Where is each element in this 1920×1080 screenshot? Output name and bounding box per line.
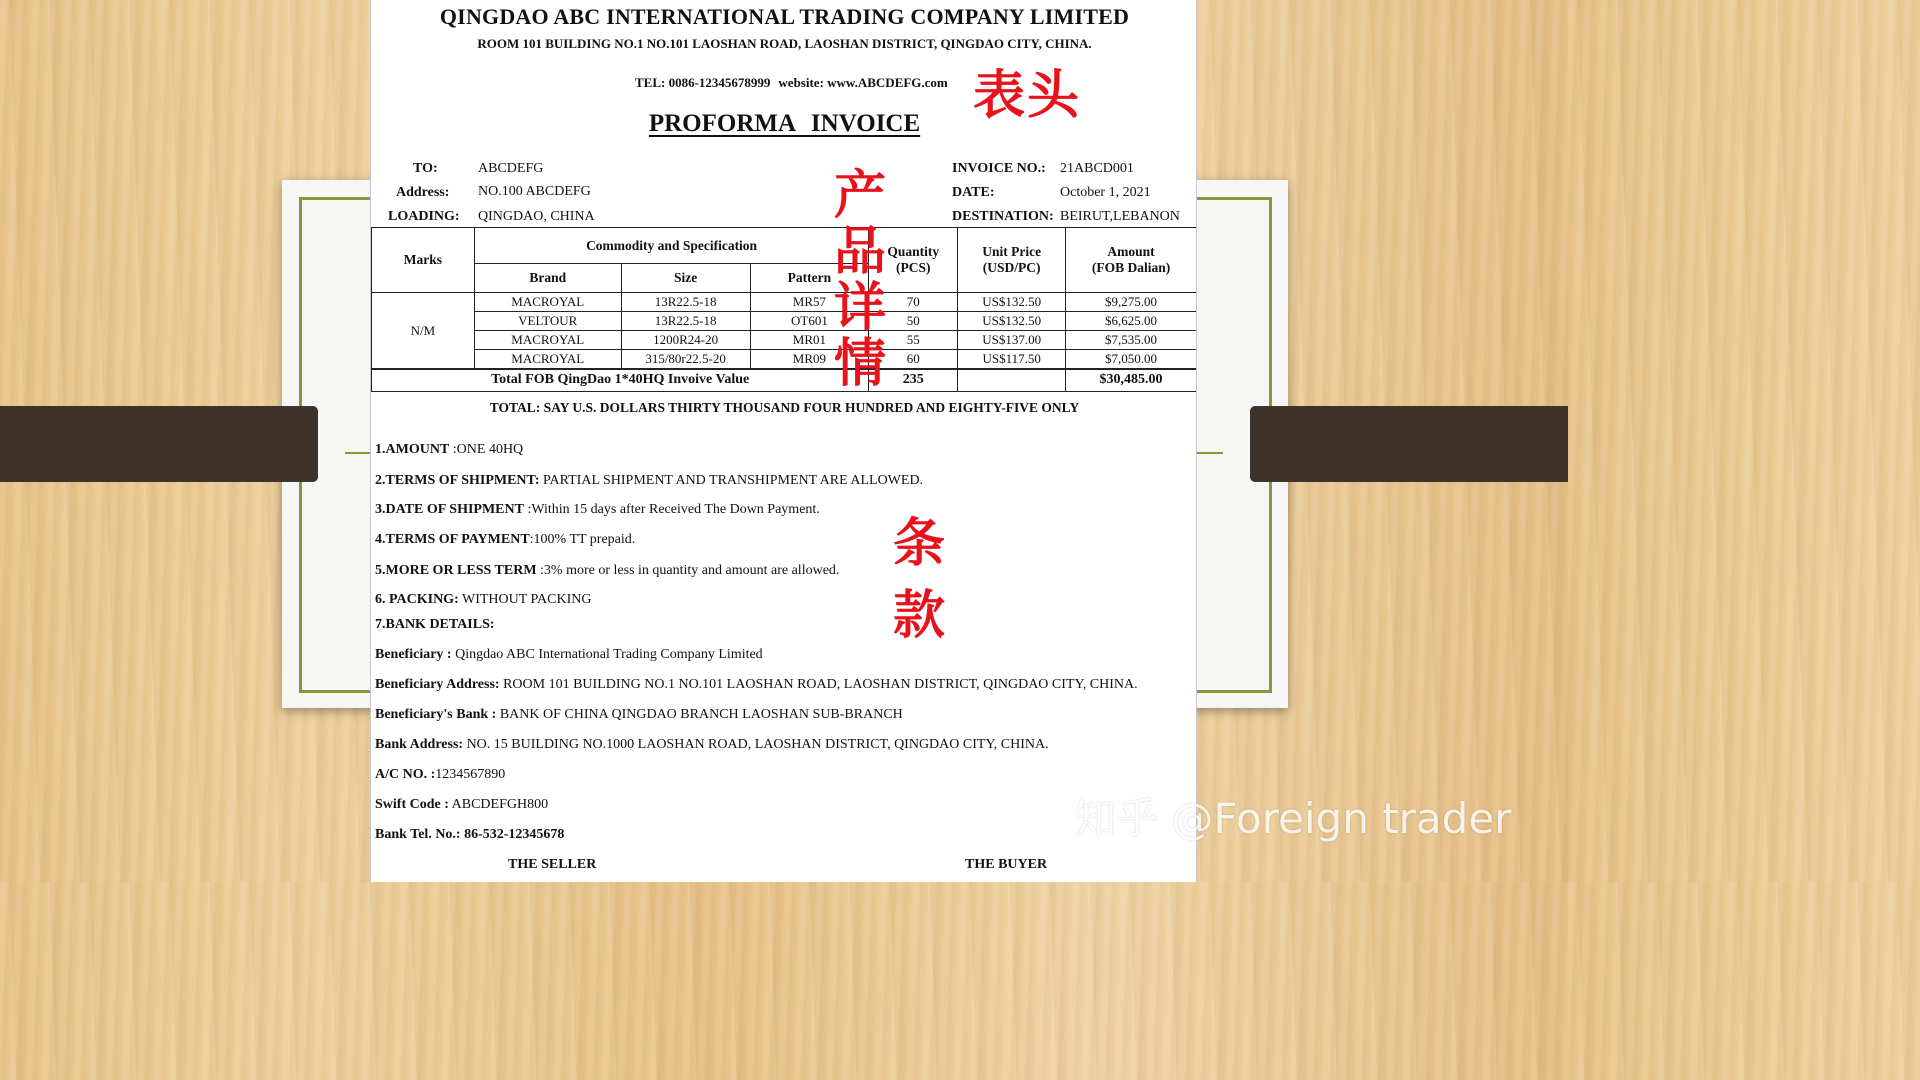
term-packing — [375, 592, 591, 608]
size-cell: 315/80r22.5-20 — [621, 350, 750, 370]
term-text: ROOM 101 BUILDING NO.1 NO.101 LAOSHAN ROAD, LAOSHAN DISTRICT, QINGDAO CITY, CHINA. — [499, 677, 1138, 692]
product-annotation-1: 产 — [834, 165, 887, 226]
amount-header-line2: (FOB Dalian) — [1091, 260, 1171, 275]
goods-table — [371, 221, 1197, 392]
company-website: website: www.ABCDEFG.com — [778, 75, 948, 90]
commodity-header: Commodity and Specification — [474, 228, 868, 264]
product-annotation-4: 情 — [834, 333, 887, 394]
term-amount — [375, 442, 523, 458]
bank-account-no — [375, 767, 505, 783]
term-label: Bank Address: — [375, 737, 464, 752]
bank-address — [375, 737, 1049, 753]
term-label: 3.DATE OF SHIPMENT — [375, 502, 524, 517]
term-label: 5.MORE OR LESS TERM — [375, 563, 537, 578]
date-label: DATE: — [952, 185, 995, 200]
size-cell: 1200R24-20 — [621, 331, 750, 350]
total-qty: 235 — [869, 369, 958, 391]
destination-value: BEIRUT,LEBANON — [1060, 209, 1180, 224]
address-value: NO.100 ABCDEFG — [478, 184, 591, 199]
brand-cell: MACROYAL — [474, 331, 621, 350]
brand-cell: MACROYAL — [474, 350, 621, 370]
company-name: QINGDAO ABC INTERNATIONAL TRADING COMPANY LIMITED — [439, 4, 1130, 29]
bank-beneficiary-address — [375, 677, 1138, 693]
address-label: Address: — [396, 185, 450, 200]
term-more-or-less — [375, 563, 839, 579]
term-shipment — [375, 473, 923, 489]
term-label: Swift Code : — [375, 797, 449, 812]
bank-swift — [375, 797, 548, 813]
size-header: Size — [621, 264, 750, 293]
left-strap — [0, 406, 318, 482]
amount-cell: $7,535.00 — [1066, 331, 1197, 350]
term-label: Beneficiary Address: — [375, 677, 500, 692]
marks-header: Marks — [372, 228, 475, 293]
unit-price-header-line2: (USD/PC) — [982, 260, 1041, 275]
to-value: ABCDEFG — [478, 161, 544, 176]
term-text: :Within 15 days after Received The Down Payment. — [523, 502, 820, 517]
table-row — [372, 350, 1197, 370]
header-annotation: 表头 — [973, 65, 1082, 126]
company-tel: TEL: 0086-12345678999 — [635, 75, 771, 90]
term-payment — [375, 532, 635, 548]
term-label: 4.TERMS OF PAYMENT — [375, 532, 530, 547]
amount-cell: $6,625.00 — [1066, 312, 1197, 331]
product-annotation-3: 详 — [834, 277, 887, 338]
term-text: PARTIAL SHIPMENT AND TRANSHIPMENT ARE ALLOWED. — [539, 473, 924, 488]
terms-annotation-2: 款 — [893, 585, 946, 646]
quantity-header-line1: Quantity — [887, 244, 940, 259]
term-text: :ONE 40HQ — [449, 442, 524, 457]
table-row — [372, 293, 1197, 312]
marks-value: N/M — [372, 293, 475, 370]
size-cell: 13R22.5-18 — [621, 312, 750, 331]
invoice-document — [370, 0, 1197, 882]
bank-name — [375, 707, 903, 723]
qty-cell: 55 — [869, 331, 958, 350]
terms-annotation-1: 条 — [893, 513, 946, 574]
price-cell: US$137.00 — [958, 331, 1066, 350]
term-label: 2.TERMS OF SHIPMENT: — [375, 473, 540, 488]
loading-label: LOADING: — [388, 209, 460, 224]
brand-header: Brand — [474, 264, 621, 293]
company-address: ROOM 101 BUILDING NO.1 NO.101 LAOSHAN ROAD, LAOSHAN DISTRICT, QINGDAO CITY, CHINA. — [477, 36, 1092, 51]
amount-cell: $7,050.00 — [1066, 350, 1197, 370]
invoice-title-text: PROFORMA INVOICE — [648, 110, 921, 137]
invoice-no-label: INVOICE NO.: — [952, 161, 1046, 176]
term-bank-details — [375, 617, 495, 633]
term-text: :3% more or less in quantity and amount are allowed. — [536, 563, 840, 578]
term-date-of-shipment — [375, 502, 820, 518]
price-cell: US$117.50 — [958, 350, 1066, 370]
brand-cell: VELTOUR — [474, 312, 621, 331]
term-label: 6. PACKING: — [375, 592, 459, 607]
pattern-header: Pattern — [750, 264, 869, 293]
price-cell: US$132.50 — [958, 293, 1066, 312]
qty-cell: 60 — [869, 350, 958, 370]
term-label: A/C NO. : — [375, 767, 436, 782]
term-text: ABCDEFGH800 — [448, 797, 549, 812]
term-label: 7.BANK DETAILS: — [375, 617, 495, 632]
qty-cell: 50 — [869, 312, 958, 331]
bank-tel — [375, 827, 564, 843]
loading-value: QINGDAO, CHINA — [478, 209, 595, 224]
company-contact — [635, 75, 948, 91]
qty-cell: 70 — [869, 293, 958, 312]
bank-beneficiary — [375, 647, 763, 663]
frame-tick-left — [345, 452, 371, 454]
pattern-cell: MR09 — [750, 350, 869, 370]
pattern-cell: MR57 — [750, 293, 869, 312]
term-label: Beneficiary : — [375, 647, 452, 662]
unit-price-header-line1: Unit Price — [982, 244, 1042, 259]
term-label: 1.AMOUNT — [375, 442, 450, 457]
pattern-cell: MR01 — [750, 331, 869, 350]
zhihu-watermark: 知乎 @Foreign trader — [1074, 794, 1512, 843]
price-cell: US$132.50 — [958, 312, 1066, 331]
product-annotation-2: 品 — [834, 221, 887, 282]
amount-header-line1: Amount — [1107, 244, 1155, 259]
buyer-signature-label: THE BUYER — [965, 857, 1048, 872]
say-total: TOTAL: SAY U.S. DOLLARS THIRTY THOUSAND FOUR HUNDRED AND EIGHTY-FIVE ONLY — [489, 400, 1080, 415]
total-row — [372, 369, 1197, 391]
right-strap — [1250, 406, 1568, 482]
destination-label: DESTINATION: — [952, 209, 1054, 224]
term-text: NO. 15 BUILDING NO.1000 LAOSHAN ROAD, LAOSHAN DISTRICT, QINGDAO CITY, CHINA. — [463, 737, 1049, 752]
pattern-cell: OT601 — [750, 312, 869, 331]
total-label: Total FOB QingDao 1*40HQ Invoive Value — [372, 369, 869, 391]
table-row — [372, 331, 1197, 350]
to-label: TO: — [413, 161, 438, 176]
table-row — [372, 312, 1197, 331]
size-cell: 13R22.5-18 — [621, 293, 750, 312]
unit-price-header — [958, 228, 1066, 293]
total-amount: $30,485.00 — [1066, 369, 1197, 391]
term-text: BANK OF CHINA QINGDAO BRANCH LAOSHAN SUB-BRANCH — [496, 707, 903, 722]
total-price-empty — [958, 369, 1066, 391]
seller-signature-label: THE SELLER — [508, 857, 597, 872]
invoice-no-value: 21ABCD001 — [1060, 161, 1134, 176]
frame-tick-right — [1197, 452, 1223, 454]
date-value: October 1, 2021 — [1060, 185, 1151, 200]
term-text: WITHOUT PACKING — [458, 592, 592, 607]
term-text: Qingdao ABC International Trading Company Limited — [451, 647, 763, 662]
amount-cell: $9,275.00 — [1066, 293, 1197, 312]
term-label: Bank Tel. No.: 86-532-12345678 — [375, 827, 565, 842]
quantity-header-line2: (PCS) — [896, 260, 931, 275]
brand-cell: MACROYAL — [474, 293, 621, 312]
term-text: :100% TT prepaid. — [529, 532, 636, 547]
term-label: Beneficiary's Bank : — [375, 707, 497, 722]
amount-header — [1066, 228, 1197, 293]
term-text: 1234567890 — [435, 767, 506, 782]
